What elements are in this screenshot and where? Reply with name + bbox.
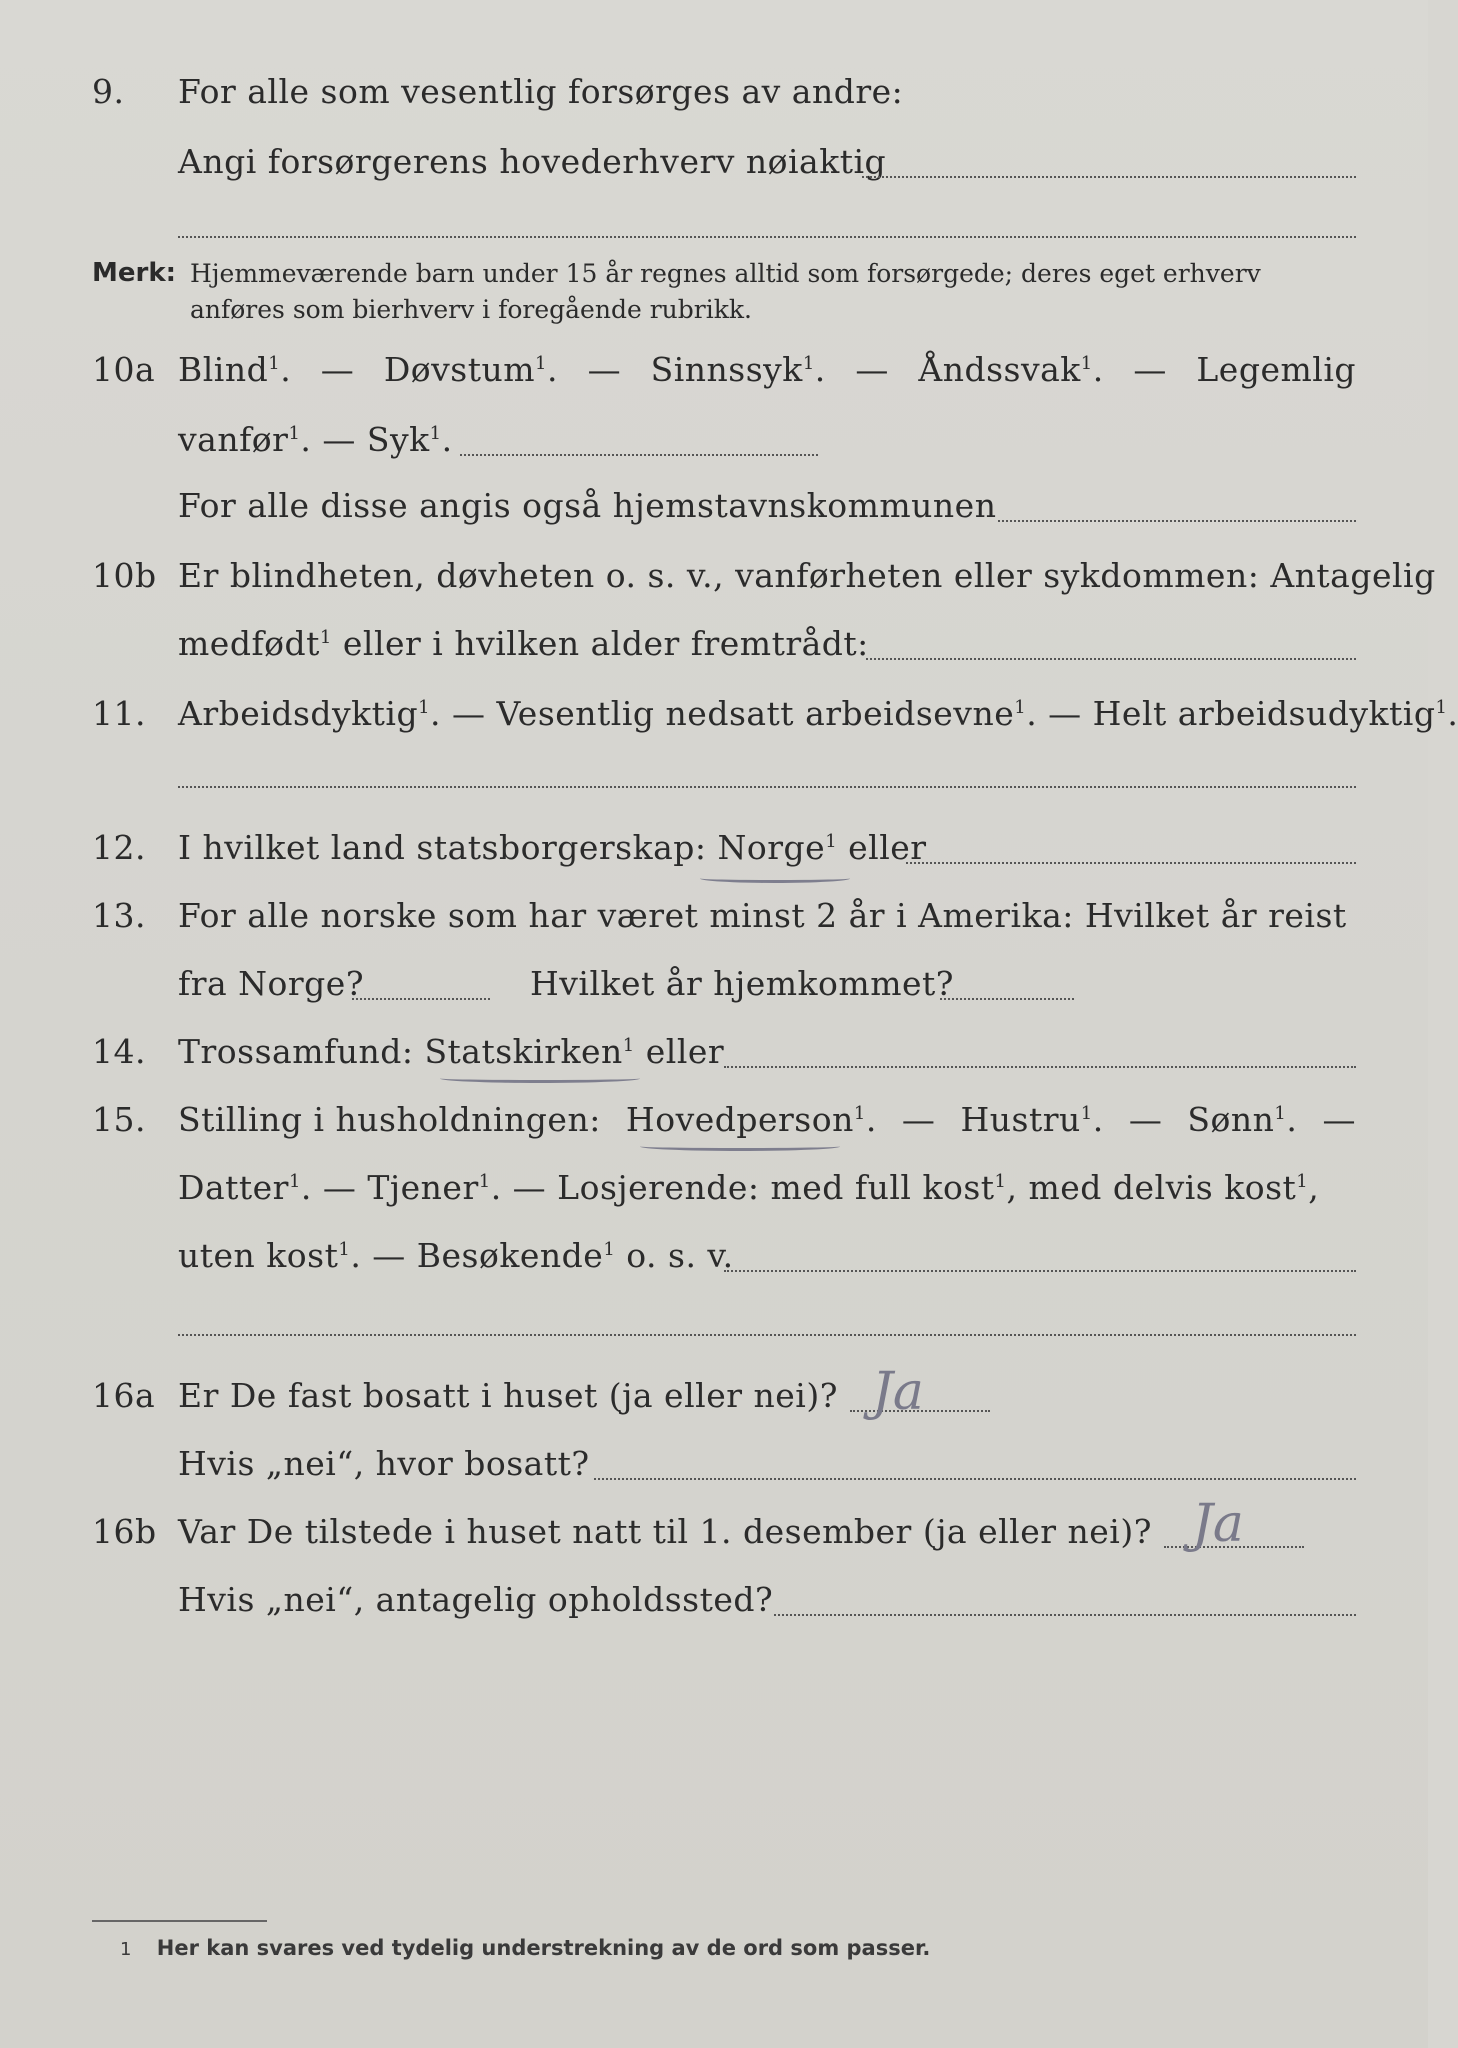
dash: — xyxy=(1133,350,1167,389)
answer-line[interactable] xyxy=(862,176,1356,178)
question-10a-line-3 xyxy=(0,486,1428,536)
question-15-line-3 xyxy=(0,1236,1428,1286)
answer-line[interactable] xyxy=(178,786,1356,788)
answer-line[interactable] xyxy=(724,1270,1356,1272)
answer-line[interactable] xyxy=(178,1334,1356,1336)
question-text xyxy=(178,350,1356,389)
answer-line[interactable] xyxy=(866,658,1356,660)
question-text xyxy=(178,1100,1356,1139)
answer-line[interactable] xyxy=(594,1478,1356,1480)
dash: — xyxy=(901,1100,936,1139)
note-label: Merk: xyxy=(92,258,177,288)
question-16a xyxy=(0,1376,1428,1426)
question-11 xyxy=(0,694,1458,744)
question-number: 14. xyxy=(92,1032,146,1071)
question-text: Hvis „nei“, antagelig opholdssted? xyxy=(178,1580,774,1619)
question-14 xyxy=(0,1032,1428,1082)
question-number: 10b xyxy=(92,556,157,595)
question-text: Er blindheten, døvheten o. s. v., vanførheten eller sykdommen: Antagelig xyxy=(178,556,1436,595)
question-text: Trossamfund: Statskirken$^1$ eller xyxy=(178,1032,725,1071)
handwritten-underline xyxy=(640,1142,840,1151)
question-text: uten kost$^1$. — Besøkende$^1$ o. s. v. xyxy=(178,1236,734,1275)
question-10a xyxy=(0,350,1428,400)
question-number: 15. xyxy=(92,1100,146,1139)
question-text: Hvilket år hjemkommet? xyxy=(530,964,954,1003)
question-number: 12. xyxy=(92,828,146,867)
question-number: 11. xyxy=(92,694,146,733)
footnote xyxy=(120,1936,930,1960)
question-16b-line-2 xyxy=(0,1580,1428,1630)
question-text: Angi forsørgerens hovederhverv nøiaktig xyxy=(178,142,887,181)
question-text: Datter$^1$. — Tjener$^1$. — Losjerende: med full kost$^1$, med delvis kost$^1$, xyxy=(178,1168,1320,1207)
footnote-text: Her kan svares ved tydelig understrekning av de ord som passer. xyxy=(156,1936,931,1960)
question-number: 9. xyxy=(92,72,125,111)
question-13 xyxy=(0,896,1428,946)
label-stilling: Stilling i husholdningen: xyxy=(178,1100,601,1139)
question-10b-line-2 xyxy=(0,624,1428,674)
question-text: For alle norske som har været minst 2 år i Amerika: Hvilket år reist xyxy=(178,896,1347,935)
handwritten-answer: Ja xyxy=(872,1362,924,1422)
answer-line[interactable] xyxy=(940,998,1074,1000)
answer-line[interactable] xyxy=(352,998,490,1000)
answer-line[interactable] xyxy=(906,862,1356,864)
question-number: 13. xyxy=(92,896,146,935)
question-15-line-2 xyxy=(0,1168,1428,1218)
answer-line[interactable] xyxy=(178,236,1356,238)
option-hustru: Hustru$^1$. xyxy=(960,1100,1104,1139)
answer-line[interactable] xyxy=(460,454,818,456)
option-dovstum: Døvstum$^1$. xyxy=(383,350,558,389)
question-text: For alle disse angis også hjemstavnskommunen xyxy=(178,486,997,525)
question-text: fra Norge? xyxy=(178,964,365,1003)
handwritten-answer: Ja xyxy=(1192,1494,1244,1554)
footnote-rule xyxy=(92,1920,267,1922)
dash: — xyxy=(855,350,889,389)
question-text: Arbeidsdyktig$^1$. — Vesentlig nedsatt arbeidsevne$^1$. — Helt arbeidsudyktig$^1$. xyxy=(178,694,1458,733)
answer-line[interactable] xyxy=(774,1614,1356,1616)
option-sonn: Sønn$^1$. xyxy=(1187,1100,1298,1139)
answer-line[interactable] xyxy=(724,1066,1356,1068)
handwritten-underline xyxy=(700,874,850,883)
answer-line[interactable] xyxy=(998,520,1356,522)
handwritten-underline xyxy=(440,1074,640,1083)
question-text: Var De tilstede i huset natt til 1. desember (ja eller nei)? xyxy=(178,1512,1152,1551)
question-10b xyxy=(0,556,1436,606)
option-sinnssyk: Sinnssyk$^1$. xyxy=(650,350,826,389)
question-text: vanfør$^1$. — Syk$^1$. xyxy=(178,420,453,459)
option-blind: Blind$^1$. xyxy=(178,350,292,389)
question-text: For alle som vesentlig forsørges av andre: xyxy=(178,72,904,111)
dash: — xyxy=(587,350,622,389)
dash: — xyxy=(1322,1100,1356,1139)
note-text: Hjemmeværende barn under 15 år regnes alltid som forsørgede; deres eget erhverv anføres som bierhverv i foregående rubrikk. xyxy=(190,259,1261,324)
question-9 xyxy=(0,72,1428,122)
question-number: 16b xyxy=(92,1512,157,1551)
question-text: medfødt$^1$ eller i hvilken alder fremtrådt: xyxy=(178,624,869,663)
question-number: 16a xyxy=(92,1376,156,1415)
question-text: I hvilket land statsborgerskap: Norge$^1$ eller xyxy=(178,828,927,867)
footnote-mark: 1 xyxy=(120,1939,132,1960)
question-text: Er De fast bosatt i huset (ja eller nei)? xyxy=(178,1376,838,1415)
option-hovedperson: Hovedperson$^1$. xyxy=(625,1100,877,1139)
question-13-line-2 xyxy=(0,964,1428,1014)
option-andssvak: Åndssvak$^1$. xyxy=(918,350,1104,389)
question-12 xyxy=(0,828,1428,878)
dash: — xyxy=(320,350,355,389)
question-number: 10a xyxy=(92,350,156,389)
question-text: Hvis „nei“, hvor bosatt? xyxy=(178,1444,590,1483)
question-10a-line-2 xyxy=(0,420,1428,470)
option-legemlig: Legemlig xyxy=(1196,350,1356,389)
dash: — xyxy=(1128,1100,1163,1139)
question-9-line-2 xyxy=(0,142,1428,192)
question-16a-line-2 xyxy=(0,1444,1428,1494)
